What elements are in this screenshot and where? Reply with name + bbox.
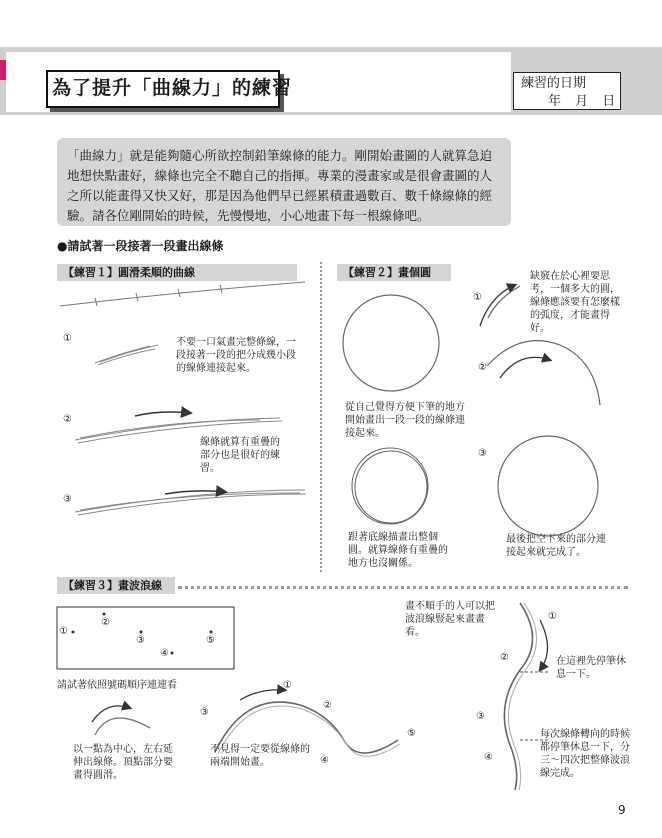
section-heading: ●請試著一段接著一段畫出線條 [57, 239, 224, 253]
date-fields: 年 月 日 [548, 94, 616, 109]
ex3-note-order: 請試著依照號碼順序連連看 [57, 680, 177, 691]
ex1-note-2: 線條就算有重疊的部分也是很好的練習。 [200, 437, 280, 474]
ex2-num-2: ② [478, 362, 487, 373]
ex2-arrow-2 [500, 357, 550, 378]
ex3-note-center: 以一點為中心，左右延伸出線條。頂點部分要畫得圓滑。 [73, 744, 173, 781]
ex3-dot-label-5: ⑤ [206, 635, 215, 646]
ex3-dot-label-3: ③ [136, 635, 145, 646]
ex3-vwave-num-1: ① [548, 611, 557, 622]
ex1-num-3: ③ [63, 494, 72, 505]
ex3-vertical-wave [504, 603, 532, 790]
ex2-note-left-2: 跟著底線描畫出整個圓。就算線條有重疊的地方也沒關係。 [348, 532, 448, 569]
ex1-arrow-2 [135, 412, 190, 416]
ex2-tag: 【練習２】畫個圓 [337, 264, 451, 281]
page-number: 9 [618, 803, 626, 817]
ex3-vwave-num-3: ③ [476, 711, 485, 722]
ex2-arrow-1 [480, 285, 515, 326]
ex1-guide-curve [60, 282, 305, 306]
ex2-note-left-1: 從自己覺得方便下筆的地方開始畫出一段一段的線條連接起來。 [345, 402, 465, 439]
date-label: 練習的日期 [521, 76, 587, 91]
ex3-wave-arrow [240, 690, 285, 700]
ex3-vwave-num-2: ② [500, 652, 509, 663]
ex3-note-vertical: 畫不順手的人可以把波浪線豎起來畫畫看。 [405, 601, 495, 638]
ex2-num-1: ① [473, 292, 482, 303]
ex3-dot-label-2: ② [101, 617, 110, 628]
ex3-dot-label-1: ① [59, 626, 68, 637]
ex3-small-arc [95, 718, 150, 735]
ex3-wave-num-3: ③ [200, 707, 209, 718]
intro-paragraph: 「曲線力」就是能夠隨心所欲控制鉛筆線條的能力。剛開始畫圖的人就算急迫地想快點畫好，線條也完全不聽自己的指揮。專業的漫畫家或是很會畫圖的人之所以能畫得又快又好，那是因為他們早已經累積畫過數百、數千條線條的經驗。請各位剛開始的時候，先慢慢地，小心地畫下每一根線條吧。 [57, 138, 511, 226]
ex3-dots [72, 613, 213, 655]
ex3-note-pause: 在這裡先停筆休息一下。 [556, 656, 626, 680]
ex1-sketch-1 [95, 345, 158, 365]
ex3-wave-num-2: ② [323, 700, 332, 711]
ex1-sketch-3 [75, 490, 306, 515]
ex1-tag: 【練習１】圓滑柔順的曲線 [57, 264, 297, 281]
ex2-note-right: 最後把空下來的部分連接起來就完成了。 [506, 534, 606, 558]
ex3-wave-num-4: ④ [320, 755, 329, 766]
ex3-vertical-arrow [540, 620, 548, 670]
page-title: 為了提升「曲線力」的練習 [52, 77, 293, 99]
ex1-num-2: ② [63, 414, 72, 425]
ex3-tag: 【練習３】畫波浪線 [57, 577, 175, 594]
ex3-note-turn: 每次線條轉向的時候都停筆休息一下，分三～四次把整條波浪線完成。 [540, 729, 630, 779]
ex3-dot-label-4: ④ [160, 648, 169, 659]
ex2-traced-circle [352, 448, 428, 524]
ex3-wave-num-1: ① [283, 680, 292, 691]
ex2-final-circle [498, 436, 598, 536]
column-divider [320, 262, 322, 572]
ex3-wave-num-5: ⑤ [407, 728, 416, 739]
ex1-num-1: ① [63, 333, 72, 344]
ex1-note-1: 不要一口氣畫完整條線，一段接著一段的把分成幾小段的線條連接起來。 [176, 337, 296, 374]
ex2-num-3: ③ [478, 448, 487, 459]
ex3-note-ends: 不見得一定要從線條的兩端開始畫。 [210, 744, 310, 768]
ex2-guide-circle [343, 295, 439, 391]
ex3-vwave-num-4: ④ [484, 752, 493, 763]
ex3-divider [178, 586, 628, 589]
ex2-note-top: 缺竅在於心裡要思考，一個多大的圓，線條應該要有怎麼樣的弧度，才能畫得好。 [530, 271, 620, 334]
